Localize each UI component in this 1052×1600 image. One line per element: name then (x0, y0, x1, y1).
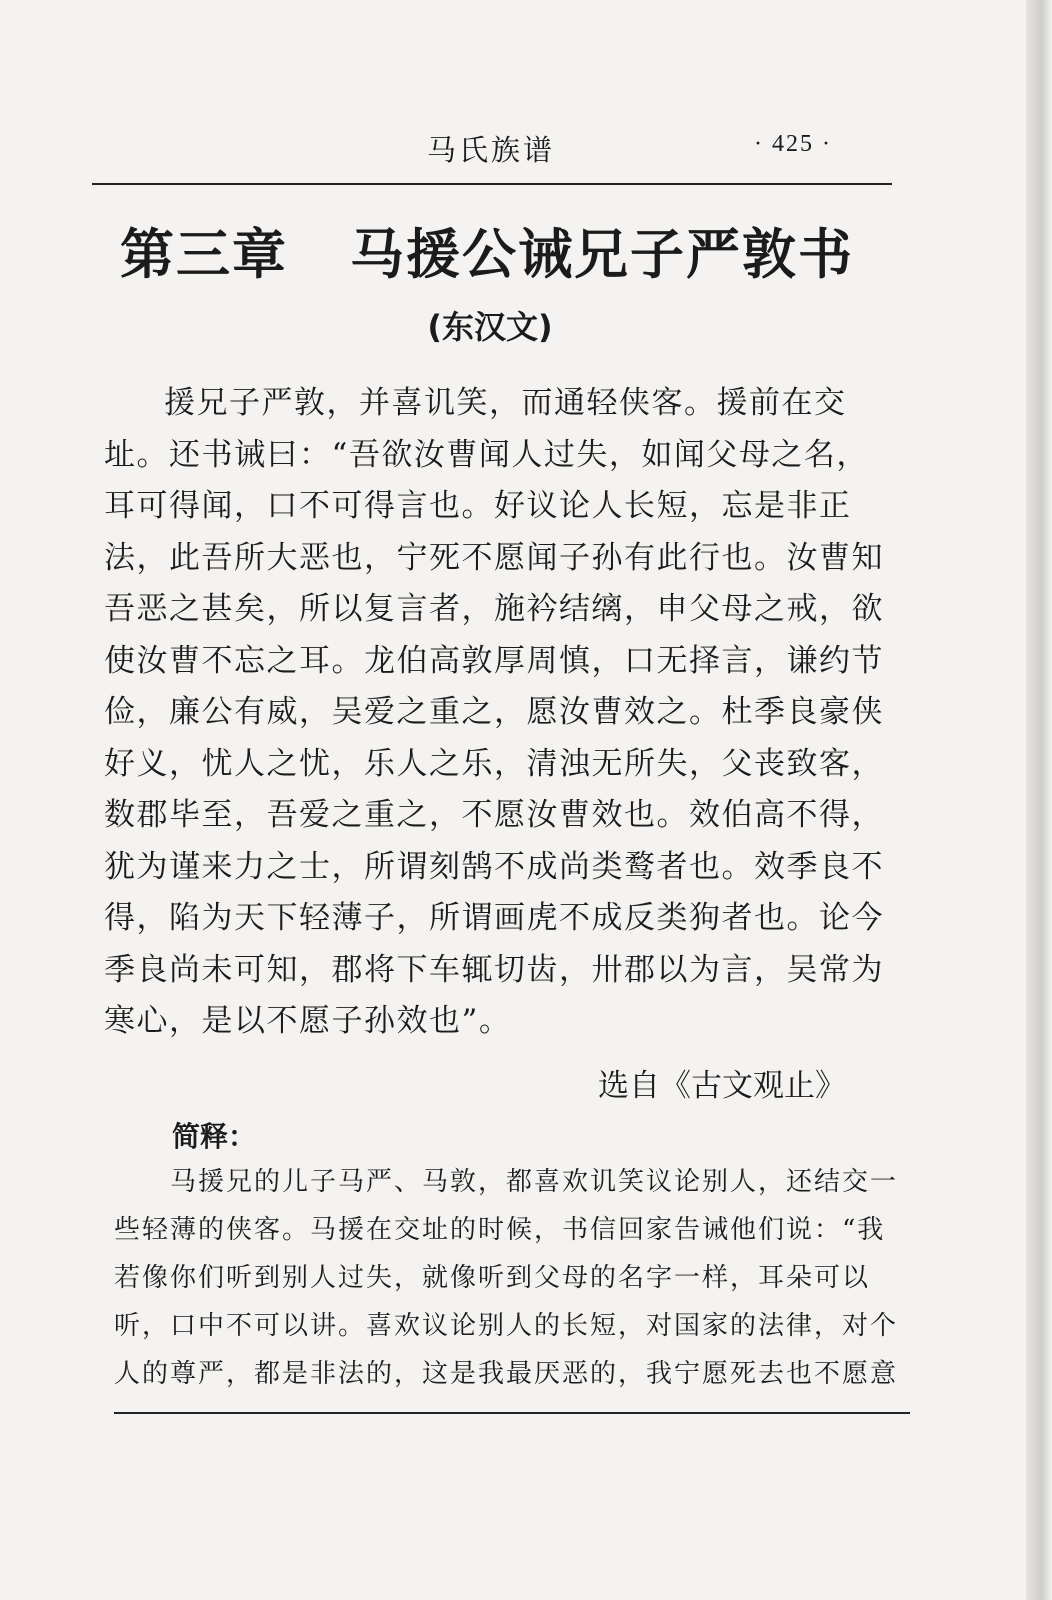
text-line: 法，此吾所大恶也，宁死不愿闻子孙有此行也。汝曹知 (104, 539, 884, 576)
note-line: 些轻薄的侠客。马援在交址的时候，书信回家告诫他们说：“我 (114, 1215, 886, 1245)
text-line: 季良尚未可知，郡将下车辄切齿，卅郡以为言，吴常为 (104, 951, 884, 988)
page-number: · 425 · (754, 131, 832, 157)
chapter-subtitle: (东汉文) (427, 308, 553, 346)
notes-text (114, 1158, 914, 1398)
text-line: 俭，廉公有威，吴爱之重之，愿汝曹效之。杜季良豪侠 (104, 694, 884, 730)
text-line: 援兄子严敦，并喜讥笑，而通轻侠客。援前在交 (164, 385, 847, 421)
text-line: 得，陷为天下轻薄子，所谓画虎不成反类狗者也。论今 (104, 900, 884, 936)
note-line: 人的尊严，都是非法的，这是我最厌恶的，我宁愿死去也不愿意 (114, 1359, 899, 1389)
text-line: 吾恶之甚矣，所以复言者，施衿结缡，申父母之戒，欲 (104, 591, 884, 627)
text-line: 使汝曹不忘之耳。龙伯高敦厚周慎，口无择言，谦约节 (104, 642, 884, 679)
text-line: 耳可得闻，口不可得言也。好议论人长短，忘是非正 (104, 488, 852, 524)
note-line: 马援兄的儿子马严、马敦，都喜欢讥笑议论别人，还结交一 (170, 1167, 899, 1197)
note-line: 听，口中不可以讲。喜欢议论别人的长短，对国家的法律，对个 (114, 1311, 899, 1341)
main-paragraph (104, 378, 904, 1048)
main-text (104, 378, 904, 1048)
chapter-title (120, 212, 880, 289)
footer-rule (114, 1412, 910, 1414)
notes-heading: 简释： (172, 1120, 257, 1153)
text-line: 寒心，是以不愿子孙效也”。 (104, 1003, 512, 1039)
source-citation: 选自《古文观止》 (598, 1068, 846, 1104)
header-rule (92, 183, 892, 185)
running-header (92, 128, 892, 172)
chapter-name: 马援公诫兄子严敦书 (350, 222, 854, 286)
text-line: 好义，忧人之忧，乐人之乐，清浊无所失，父丧致客， (104, 745, 884, 782)
text-line: 址。还书诫曰：“吾欲汝曹闻人过失，如闻父母之名， (104, 436, 869, 473)
header-title: 马氏族谱 (427, 133, 556, 167)
chapter-number: 第三章 (120, 222, 288, 286)
text-line: 犹为谨来力之士，所谓刻鹄不成尚类鹜者也。效季良不 (104, 848, 884, 885)
page-edge-shadow (1026, 0, 1052, 1600)
note-line: 若像你们听到别人过失，就像听到父母的名字一样，耳朵可以 (114, 1263, 871, 1293)
text-line: 数郡毕至，吾爱之重之，不愿汝曹效也。效伯高不得， (104, 797, 884, 833)
